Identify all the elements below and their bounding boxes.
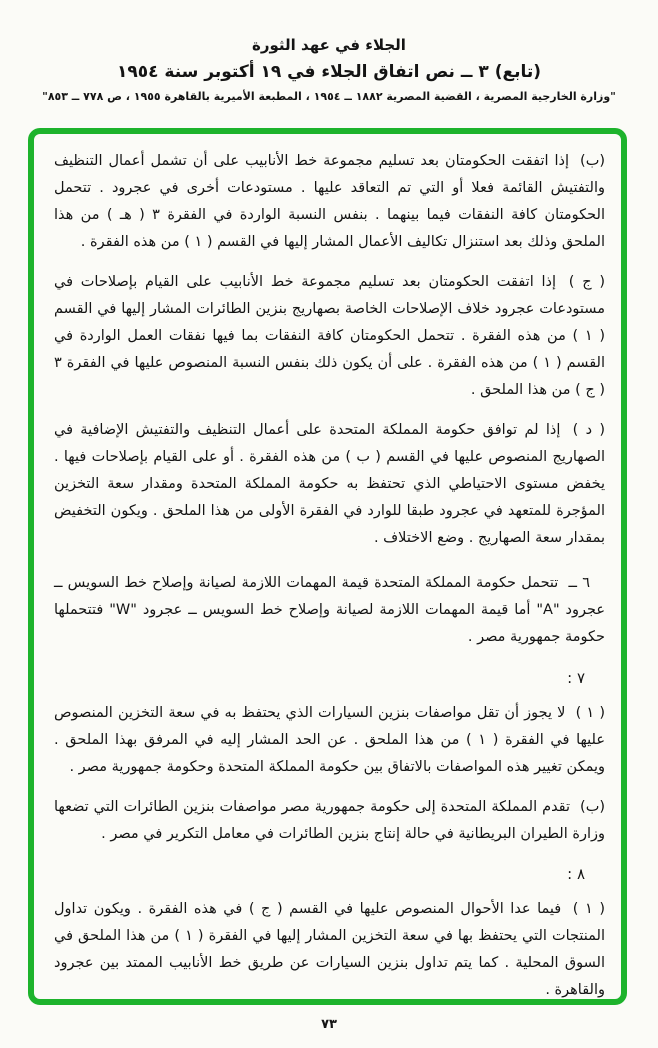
source-citation: "وزارة الخارجية المصرية ، القضية المصرية ١٨٨٢ ــ ١٩٥٤ ، المطبعة الأميرية بالقاهرة ١٩٥٥ ، ص ٧٧٨ ــ ٨٥٣"	[42, 90, 616, 103]
paragraph-marker: ( د )	[572, 422, 605, 438]
clause-7-item-b	[54, 794, 605, 848]
paragraph-marker: (ب)	[580, 153, 605, 169]
paragraph-marker: ( ج )	[568, 274, 606, 290]
paragraph-text: تقدم المملكة المتحدة إلى حكومة جمهورية مصر مواصفات بنزين الطائرات التي تضعها وزارة الطيران البريطانية في حالة إنتاج بنزين الطائرات في معامل التكرير في مصر .	[54, 799, 605, 842]
paragraph-text: إذا لم توافق حكومة المملكة المتحدة على أعمال التنظيف والتفتيش الإضافية في الصهاريج المنصوص عليها في القسم ( ب ) من هذه الفقرة . أو على القيام بإصلاحات فيها . يخفض مستوى الاحتياطي الذي تحتفظ به حكومة المملكة المتحدة ومقدار سعة التخزين المؤجرة للمتعهد في عجرود طبقا للوارد في الفقرة الأولى من هذا الملحق . ويكون التخفيض بمقدار سعة الصهاريج . وضع الاختلاف .	[54, 422, 605, 546]
paragraph-text: تتحمل حكومة المملكة المتحدة قيمة المهمات اللازمة لصيانة وإصلاح خط السويس ــ عجرود "A" أما قيمة المهمات اللازمة لصيانة وإصلاح خط السويس ــ عجرود "W" فتتحملها حكومة جمهورية مصر .	[54, 575, 605, 645]
paragraph-marker: ( ١ )	[575, 705, 605, 721]
clause-6-paragraph	[54, 570, 605, 651]
clause-item-b	[54, 148, 605, 256]
paragraph-text: لا يجوز أن تقل مواصفات بنزين السيارات الذي يحتفظ به في سعة التخزين المنصوص عليها في الفقرة ( ١ ) من هذا الملحق . عن الحد المشار إليه في المرفق بهذا الملحق . ويمكن تغيير هذه المواصفات بالاتفاق بين حكومة المملكة المتحدة وحكومة جمهورية مصر .	[54, 705, 605, 775]
clause-7-item-1	[54, 700, 605, 781]
clause-number: ٦ ــ	[568, 575, 591, 591]
paragraph-text: إذا اتفقت الحكومتان بعد تسليم مجموعة خط الأنابيب على القيام بإصلاحات في مستودعات عجرود خلاف الإصلاحات الخاصة بصهاريج بنزين الطائرات المشار إليها في القسم ( ١ ) من هذه الفقرة . تتحمل الحكومتان كافة النفقات بما فيها نفقات العمل الواردة في القسم ( ١ ) من هذه الفقرة . على أن يكون ذلك بنفس النسبة المنصوص عليها في الفقرة ٣ ( ج ) من هذا الملحق .	[54, 274, 605, 398]
paragraph-marker: (ب)	[580, 799, 606, 815]
highlight-annotation-box	[28, 128, 627, 1005]
paragraph-text: إذا اتفقت الحكومتان بعد تسليم مجموعة خط الأنابيب على أن تشمل أعمال التنظيف والتفتيش القائمة فعلا أو التي تم التعاقد عليها . مستودعات أخرى في عجرود . تتحمل الحكومتان كافة النفقات فيما بينهما . بنفس النسبة الواردة في الفقرة ٣ ( هـ ) من هذا الملحق وذلك بعد استنزال تكاليف الأعمال المشار إليها في القسم ( ١ ) من هذه الفقرة .	[54, 153, 605, 250]
clause-8-heading: ٨ :	[567, 865, 585, 883]
paragraph-text: فيما عدا الأحوال المنصوص عليها في القسم ( ج ) في هذه الفقرة . ويكون تداول المنتجات التي يحتفظ بها في سعة التخزين المشار إليها في الفقرة ( ١ ) من هذا الملحق في السوق المحلية . كما يتم تداول بنزين السيارات عن طريق خط الأنابيب الممتد بين عجرود والقاهرة .	[54, 901, 605, 998]
paragraph-marker: ( ١ )	[572, 901, 605, 917]
page-number: ٧٣	[321, 1017, 337, 1032]
clause-item-j	[54, 269, 605, 404]
document-subtitle: (تابع) ٣ ــ نص اتفاق الجلاء في ١٩ أكتوبر سنة ١٩٥٤	[116, 62, 542, 82]
page-header	[0, 36, 658, 103]
clause-7-heading: ٧ :	[567, 669, 585, 687]
clause-item-d	[54, 417, 605, 552]
clause-8-item-1	[54, 896, 605, 1004]
document-title: الجلاء في عهد الثورة	[252, 36, 406, 54]
